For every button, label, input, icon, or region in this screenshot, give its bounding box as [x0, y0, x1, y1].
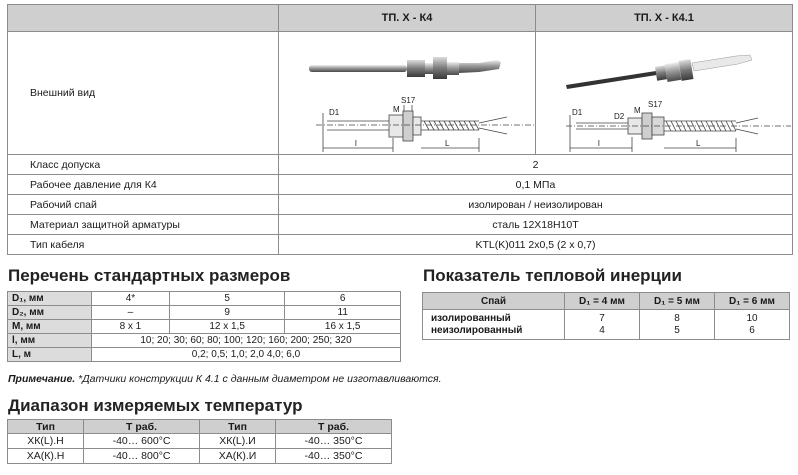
sensor-k4-illustration	[279, 33, 535, 154]
temps-cell: ХК(L).Н	[8, 434, 84, 449]
sensor-k41-illustration	[536, 33, 792, 154]
inertia-value: 4	[599, 324, 605, 336]
sizes-cell: 4*	[92, 292, 170, 306]
sensor2-s17: S17	[648, 99, 663, 109]
appearance-row	[8, 32, 793, 155]
inertia-header: D₁ = 6 мм	[715, 293, 790, 310]
footnote-label: Примечание.	[8, 373, 76, 385]
sizes-row-m	[8, 320, 401, 334]
inertia-value: 8	[674, 312, 680, 324]
sensor-k41-cell	[536, 32, 793, 155]
temps-header: Т раб.	[84, 420, 200, 434]
sensor1-l-small: l	[355, 138, 357, 148]
temps-title: Диапазон измеряемых температур	[8, 396, 303, 415]
inertia-header: D₁ = 4 мм	[565, 293, 640, 310]
temps-cell: -40… 600°С	[84, 434, 200, 449]
sensor-k4-cell	[279, 32, 536, 155]
inertia-value: 5	[674, 324, 680, 336]
temps-cell: -40… 350°С	[276, 449, 392, 464]
inertia-cell-4mm	[565, 310, 640, 340]
spec-table	[7, 4, 793, 255]
sizes-table	[7, 291, 401, 362]
sizes-title: Перечень стандартных размеров	[8, 266, 291, 285]
temps-header: Т раб.	[276, 420, 392, 434]
sizes-cell: 0,2; 0,5; 1,0; 2,0 4,0; 6,0	[92, 348, 401, 362]
spec-header-row	[8, 5, 793, 32]
temps-cell: ХК(L).И	[200, 434, 276, 449]
inertia-body-row	[423, 310, 790, 340]
sizes-cell: 8 х 1	[92, 320, 170, 334]
sizes-label: D₂, мм	[8, 306, 92, 320]
temps-header: Тип	[200, 420, 276, 434]
sensor1-s17: S17	[401, 95, 416, 105]
spec-row-value: 0,1 МПа	[279, 175, 793, 195]
spec-row-value: 2	[279, 155, 793, 175]
sizes-cell: 16 х 1,5	[285, 320, 401, 334]
spec-row-label: Класс допуска	[8, 155, 279, 175]
spec-row-value: изолирован / неизолирован	[279, 195, 793, 215]
sizes-cell: 5	[169, 292, 285, 306]
sizes-label: L, м	[8, 348, 92, 362]
sensor1-m: M	[393, 104, 400, 114]
inertia-cell-6mm	[715, 310, 790, 340]
temps-header-row	[8, 420, 392, 434]
temps-table	[7, 419, 392, 464]
inertia-table	[422, 292, 790, 340]
sizes-cell: 6	[285, 292, 401, 306]
col-header-k4: ТП. Х - К4	[279, 5, 536, 32]
sizes-label: M, мм	[8, 320, 92, 334]
temps-cell: -40… 350°С	[276, 434, 392, 449]
temps-header: Тип	[8, 420, 84, 434]
sensor2-l-small: l	[598, 138, 600, 148]
inertia-title: Показатель тепловой инерции	[423, 266, 682, 285]
sizes-row-d2	[8, 306, 401, 320]
temps-cell: ХА(К).И	[200, 449, 276, 464]
footnote	[8, 373, 442, 385]
sensor2-m: M	[634, 105, 641, 115]
sensor1-l-large: L	[445, 138, 450, 148]
sensor2-d1: D1	[572, 107, 583, 117]
inertia-header: Спай	[423, 293, 565, 310]
sizes-row-d1	[8, 292, 401, 306]
sensor2-l-large: L	[696, 138, 701, 148]
temps-cell: -40… 800°С	[84, 449, 200, 464]
inertia-value: 7	[599, 312, 605, 324]
sizes-cell: –	[92, 306, 170, 320]
spec-row	[8, 195, 793, 215]
inertia-types	[423, 310, 565, 340]
inertia-type-isolated: изолированный	[431, 312, 511, 324]
inertia-cell-5mm	[640, 310, 715, 340]
temps-row	[8, 434, 392, 449]
spec-row-label: Рабочий спай	[8, 195, 279, 215]
sizes-label: l, мм	[8, 334, 92, 348]
inertia-header-row	[423, 293, 790, 310]
spec-row-value: KTL(K)011 2х0,5 (2 х 0,7)	[279, 235, 793, 255]
sizes-cell: 9	[169, 306, 285, 320]
inertia-value: 10	[746, 312, 758, 324]
sizes-row-l	[8, 334, 401, 348]
sizes-row-L	[8, 348, 401, 362]
sensor1-d1: D1	[329, 107, 340, 117]
spec-row-label: Рабочее давление для К4	[8, 175, 279, 195]
spec-row-label: Материал защитной арматуры	[8, 215, 279, 235]
sensor2-d2: D2	[614, 111, 625, 121]
sizes-cell: 12 х 1,5	[169, 320, 285, 334]
appearance-label: Внешний вид	[8, 32, 279, 155]
spec-row	[8, 215, 793, 235]
inertia-value: 6	[749, 324, 755, 336]
temps-row	[8, 449, 392, 464]
temps-cell: ХА(К).Н	[8, 449, 84, 464]
spec-row	[8, 155, 793, 175]
sizes-cell: 10; 20; 30; 60; 80; 100; 120; 160; 200; 250; 320	[92, 334, 401, 348]
footnote-text: *Датчики конструкции К 4.1 с данным диаметром не изготавливаются.	[75, 373, 442, 385]
spec-row	[8, 235, 793, 255]
inertia-header: D₁ = 5 мм	[640, 293, 715, 310]
spec-row-value: сталь 12Х18Н10Т	[279, 215, 793, 235]
col-header-k41: ТП. Х - К4.1	[536, 5, 793, 32]
spec-row	[8, 175, 793, 195]
inertia-type-nonisolated: неизолированный	[431, 324, 523, 336]
sizes-cell: 11	[285, 306, 401, 320]
sizes-label: D₁, мм	[8, 292, 92, 306]
spec-row-label: Тип кабеля	[8, 235, 279, 255]
spec-header-empty	[8, 5, 279, 32]
